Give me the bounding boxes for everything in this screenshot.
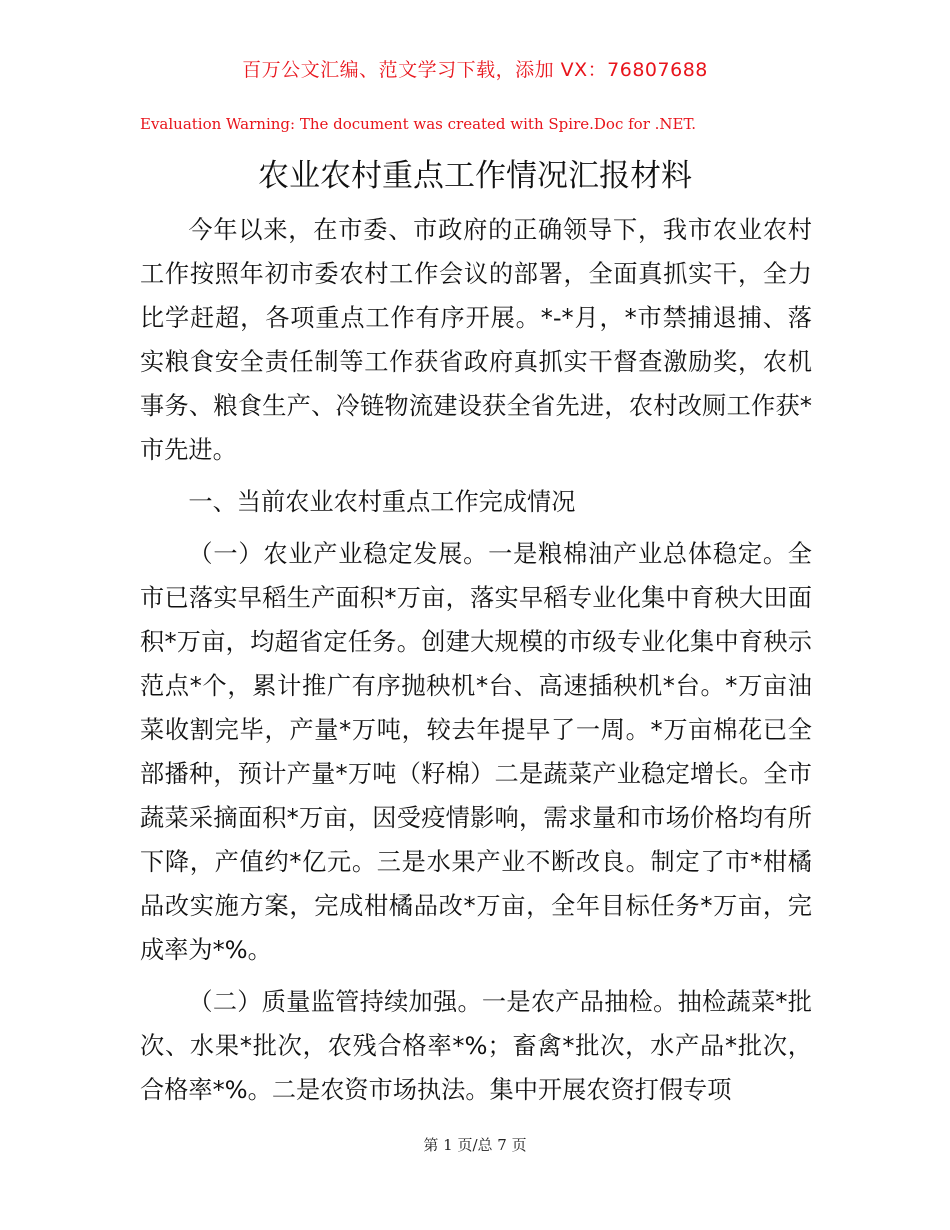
section-heading: 一、当前农业农村重点工作完成情况 xyxy=(188,488,576,516)
page-footer: 第 1 页/总 7 页 xyxy=(423,1136,527,1154)
paragraph-quality: （二）质量监管持续加强。一是农产品抽检。抽检蔬菜*批次、水果*批次，农残合格率*%；畜禽*批次，水产品*批次，合格率*%。二是农资市场执法。集中开展农资打假专项 xyxy=(140,988,812,1104)
evaluation-warning: Evaluation Warning: The document was created with Spire.Doc for .NET. xyxy=(140,115,697,133)
document-title: 农业农村重点工作情况汇报材料 xyxy=(258,158,692,194)
document-body xyxy=(140,208,812,1120)
paragraph-industry: （一）农业产业稳定发展。一是粮棉油产业总体稳定。全市已落实早稻生产面积*万亩，落实早稻专业化集中育秧大田面积*万亩，均超省定任务。创建大规模的市级专业化集中育秧示范点*个，累计推广有序抛秧机*台、高速插秧机*台。*万亩油菜收割完毕，产量*万吨，较去年提早了一周。*万亩棉花已全部播种，预计产量*万吨（籽棉）二是蔬菜产业稳定增长。全市蔬菜采摘面积*万亩，因受疫情影响，需求量和市场价格均有所下降，产值约*亿元。三是水果产业不断改良。制定了市*柑橘品改实施方案，完成柑橘品改*万亩，全年目标任务*万亩，完成率为*%。 xyxy=(140,540,812,964)
paragraph-intro: 今年以来，在市委、市政府的正确领导下，我市农业农村工作按照年初市委农村工作会议的部署，全面真抓实干，全力比学赶超，各项重点工作有序开展。*-*月，*市禁捕退捕、落实粮食安全责任制等工作获省政府真抓实干督查激励奖，农机事务、粮食生产、冷链物流建设获全省先进，农村改厕工作获*市先进。 xyxy=(140,216,812,464)
header-banner: 百万公文汇编、范文学习下载，添加 VX：76807688 xyxy=(242,59,708,81)
